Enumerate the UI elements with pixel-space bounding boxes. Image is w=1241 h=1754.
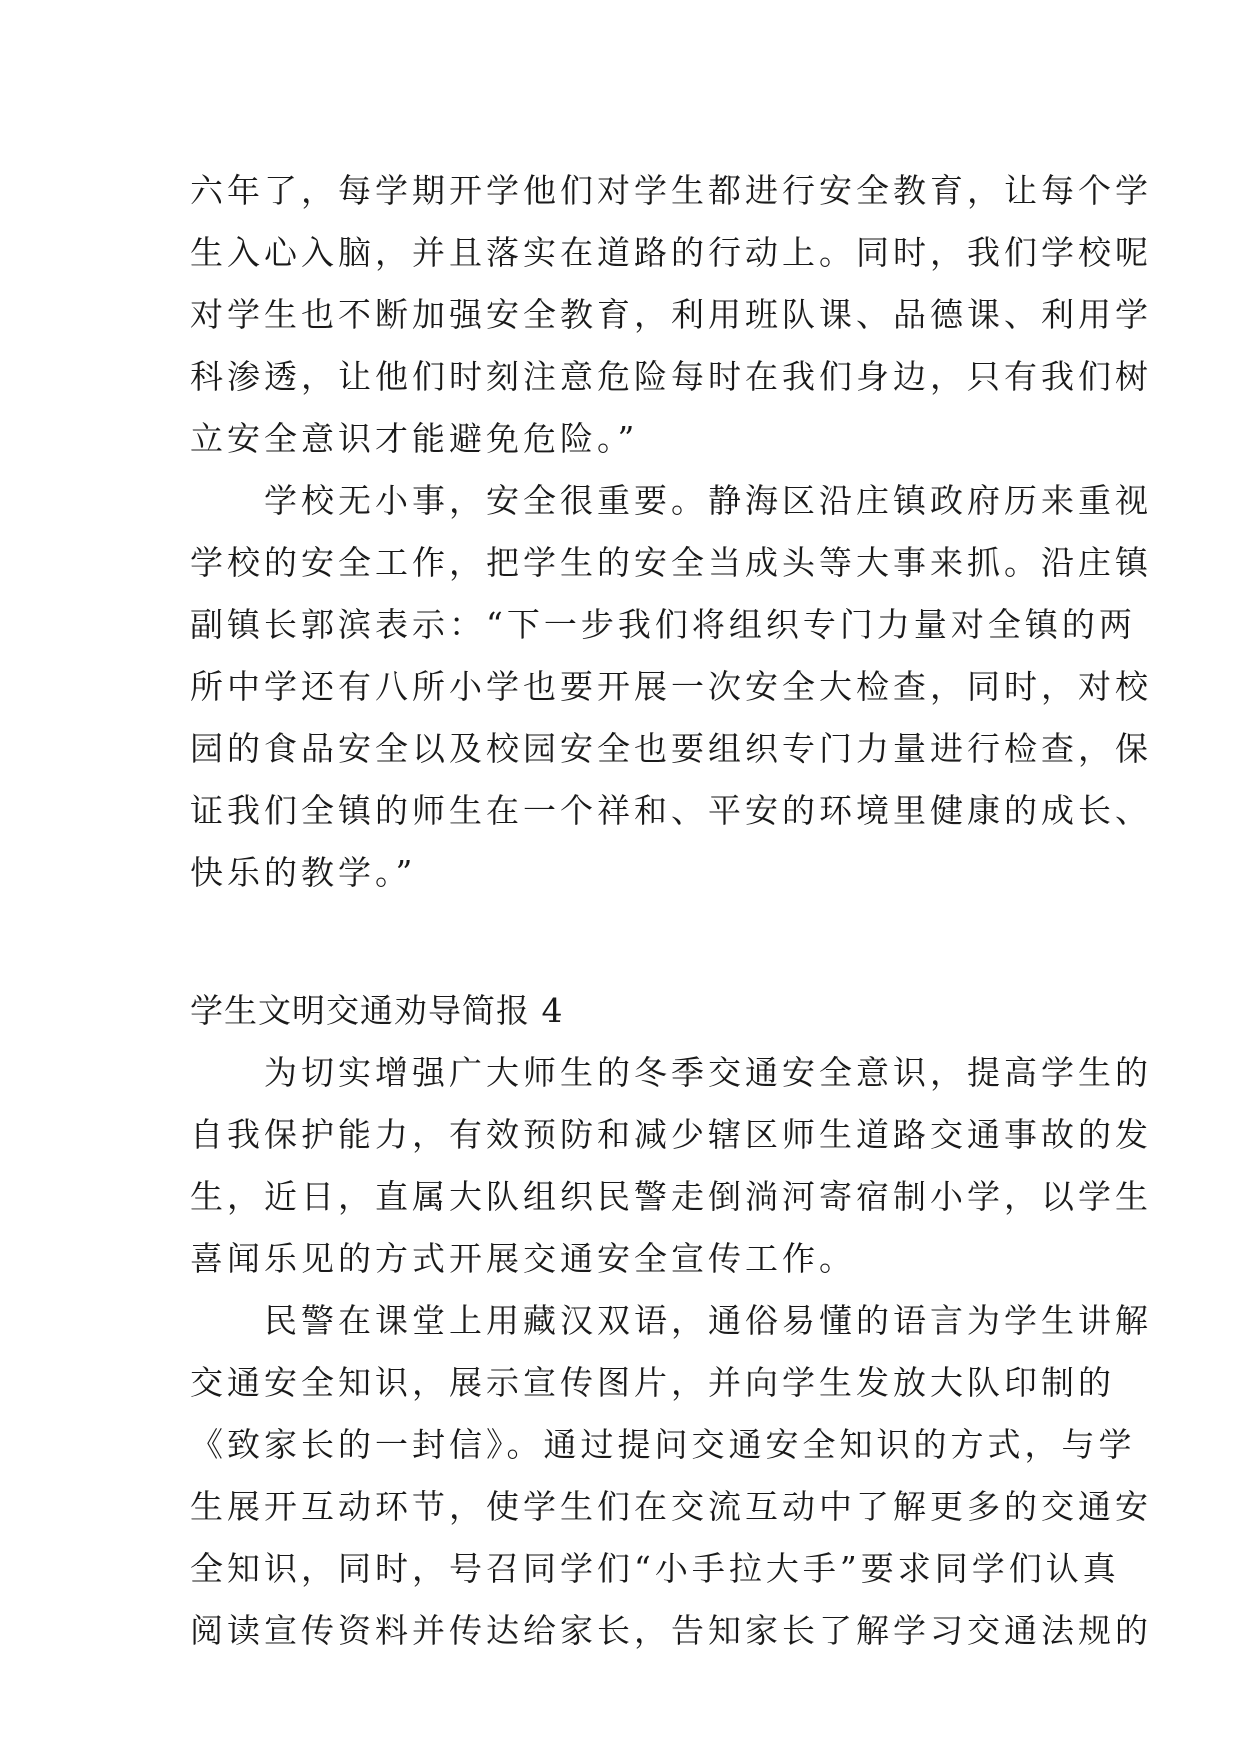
text-line: 生展开互动环节，使学生们在交流互动中了解更多的交通安 [190,1487,1152,1526]
text-line: 《致家长的一封信》。通过提问交通安全知识的方式，与学 [190,1425,1136,1464]
text-line: 所中学还有八所小学也要开展一次安全大检查，同时，对校 [190,667,1152,706]
text-line: 证我们全镇的师生在一个祥和、平安的环境里健康的成长、 [190,791,1152,830]
text-line: 立安全意识才能避免危险。” [190,419,639,458]
text-line: 园的食品安全以及校园安全也要组织专门力量进行检查，保 [190,729,1152,768]
text-line: 副镇长郭滨表示：“下一步我们将组织专门力量对全镇的两 [190,605,1136,644]
text-line: 自我保护能力，有效预防和减少辖区师生道路交通事故的发 [190,1115,1152,1154]
text-line: 学校无小事，安全很重要。静海区沿庄镇政府历来重视 [190,481,1152,520]
text-line: 交通安全知识，展示宣传图片，并向学生发放大队印制的 [190,1363,1115,1402]
text-line: 为切实增强广大师生的冬季交通安全意识，提高学生的 [190,1053,1152,1092]
text-line: 喜闻乐见的方式开展交通安全宣传工作。 [190,1239,856,1278]
text-line: 生，近日，直属大队组织民警走倒淌河寄宿制小学，以学生 [190,1177,1152,1216]
document-body [190,160,1152,1662]
paragraph [190,1290,1152,1662]
text-line: 对学生也不断加强安全教育，利用班队课、品德课、利用学 [190,295,1152,334]
paragraph [190,1042,1152,1290]
text-line: 民警在课堂上用藏汉双语，通俗易懂的语言为学生讲解 [190,1301,1152,1340]
text-line: 阅读宣传资料并传达给家长，告知家长了解学习交通法规的 [190,1611,1152,1650]
section-heading: 学生文明交通劝导简报 4 [190,991,564,1030]
text-line: 六年了，每学期开学他们对学生都进行安全教育，让每个学 [190,171,1152,210]
text-line: 快乐的教学。” [190,853,417,892]
paragraph [190,160,1152,470]
paragraph [190,470,1152,904]
section-spacer [190,904,1090,980]
text-line: 全知识，同时，号召同学们“小手拉大手”要求同学们认真 [190,1549,1120,1588]
text-line: 生入心入脑，并且落实在道路的行动上。同时，我们学校呢 [190,233,1152,272]
text-line: 科渗透，让他们时刻注意危险每时在我们身边，只有我们树 [190,357,1152,396]
text-line: 学校的安全工作，把学生的安全当成头等大事来抓。沿庄镇 [190,543,1152,582]
